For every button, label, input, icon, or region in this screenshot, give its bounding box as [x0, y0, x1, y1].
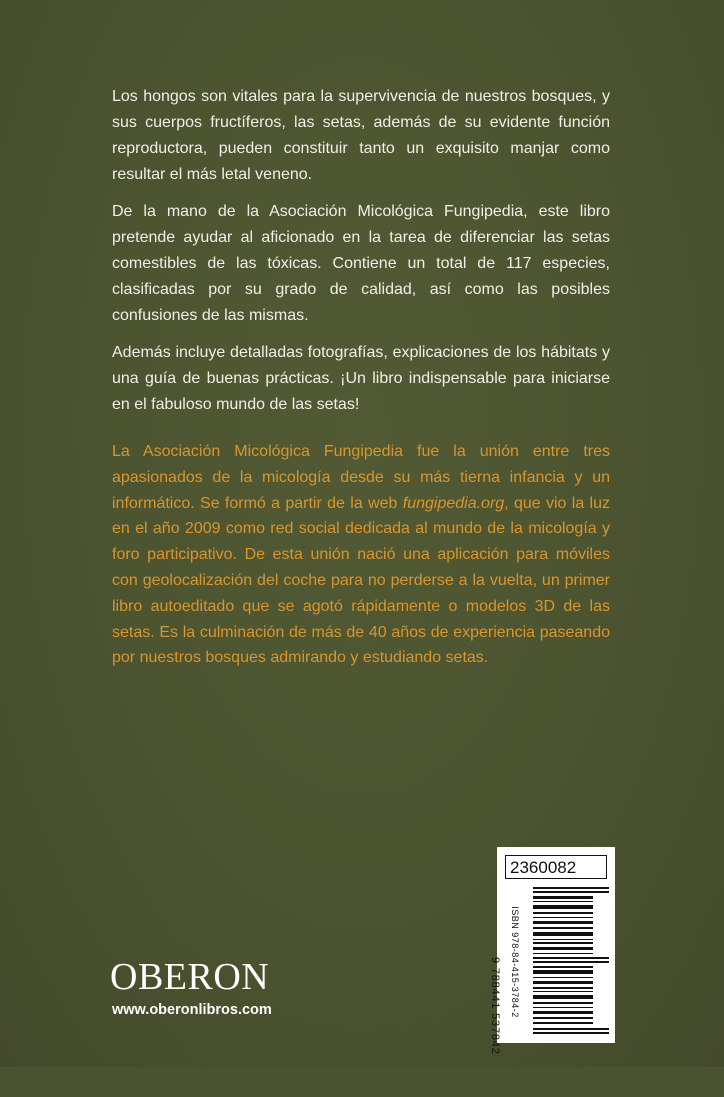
barcode-label	[489, 847, 615, 1055]
inventory-code: 2360082	[505, 855, 607, 879]
publisher-website: www.oberonlibros.com	[112, 1002, 272, 1018]
blurb-paragraph-2: De la mano de la Asociación Micológica Fungipedia, este libro pretende ayudar al aficionado en la tarea de diferenciar las setas comestibles de las tóxicas. Contiene un total de 117 especies, clasificadas por su grado de calidad, así como las posibles confusiones de las mismas.	[112, 203, 610, 324]
author-bio-text-end: , que vio la luz en el año 2009 como red social dedicada al mundo de la micología y foro participativo. De esta unión nació una aplicación para móviles con geolocalización del coche para no perderse a la vuelta, un primer libro autoeditado que se agotó rápidamente o modelos 3D de las setas. Es la culminación de más de 40 años de experiencia paseando por nuestros bosques admirando y estudiando setas.	[112, 494, 611, 667]
isbn-number: ISBN 978-84-415-3784-2	[510, 906, 520, 1018]
ean-digits: 9 788441 537842	[489, 957, 501, 1055]
barcode-icon	[533, 887, 609, 1035]
publisher-logo: OBERON	[110, 956, 270, 998]
author-bio-text-start: La Asociación Micológica Fungipedia fue la unión entre tres apasionados de la micología desde su más tierna infancia y un informático. Se formó a partir de la web	[112, 443, 610, 512]
blurb-paragraph-3: Además incluye detalladas fotografías, explicaciones de los hábitats y una guía de buenas prácticas. ¡Un libro indispensable para iniciarse en el fabuloso mundo de las setas!	[112, 344, 610, 413]
author-bio	[112, 439, 610, 671]
blurb-paragraph-1: Los hongos son vitales para la supervivencia de nuestros bosques, y sus cuerpos fructíferos, las setas, además de su evidente función reproductora, pueden constituir tanto un exquisito manjar como resultar el más letal veneno.	[112, 88, 610, 183]
book-blurb	[112, 84, 610, 429]
author-website: fungipedia.org	[402, 494, 505, 512]
